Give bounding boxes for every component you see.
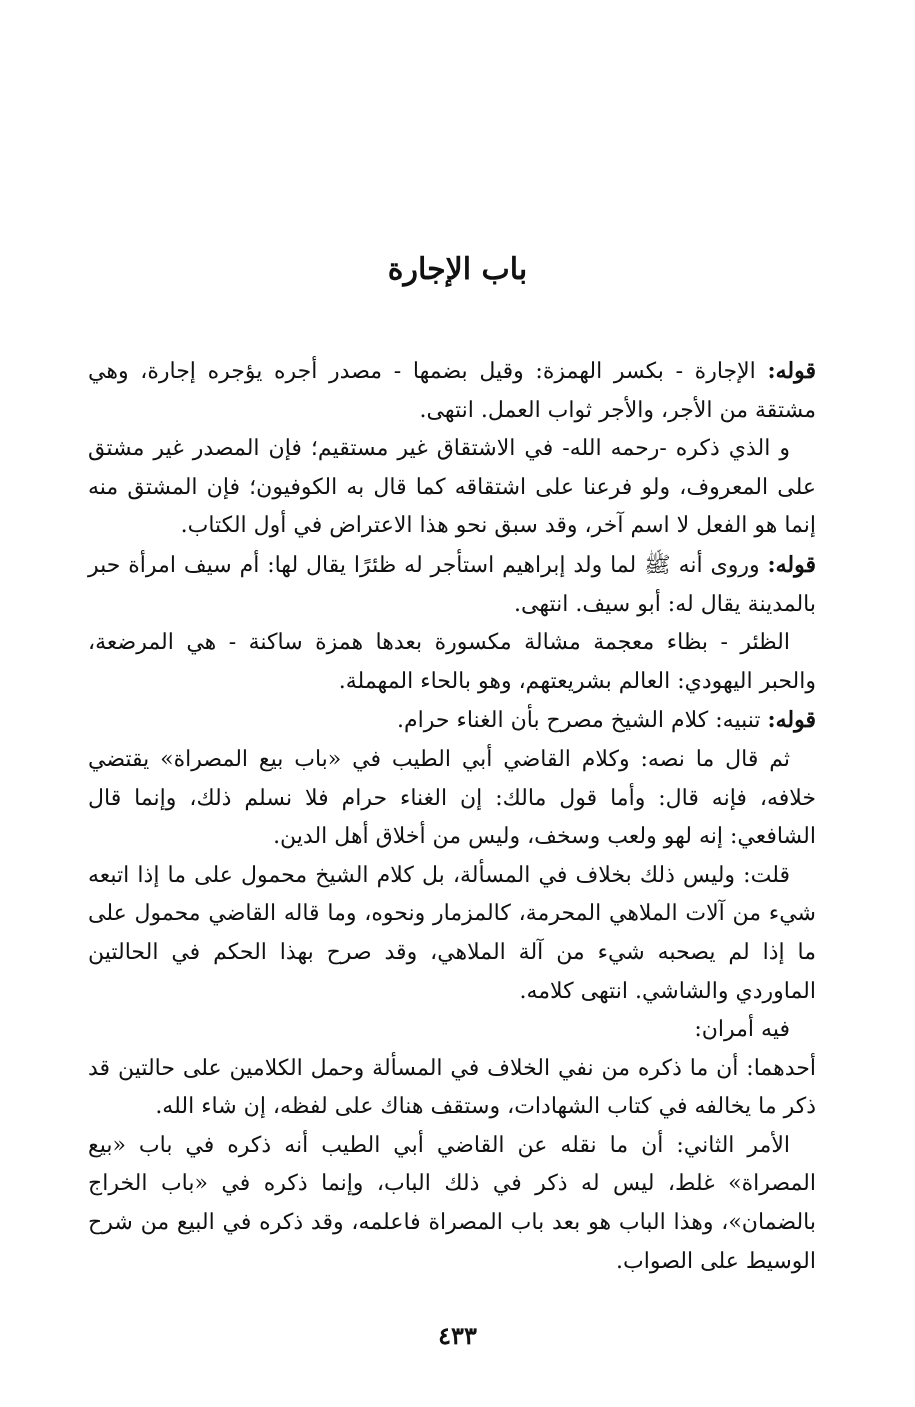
paragraph-2 — [88, 430, 816, 546]
paragraph-label: قوله: — [767, 707, 816, 734]
paragraph-3 — [88, 546, 816, 624]
paragraph-4 — [88, 624, 816, 701]
paragraph-text: وروى أنه ﷺ لما ولد إبراهيم استأجر له ظئرًا يقال لها: أم سيف امرأة حبر بالمدينة يقال له: أبو سيف. انتهى. — [88, 552, 816, 617]
paragraph-5 — [88, 701, 816, 741]
page-number: ٤٣٣ — [438, 1321, 477, 1350]
paragraph-text: و الذي ذكره -رحمه الله- في الاشتقاق غير مستقيم؛ فإن المصدر غير مشتق على المعروف، ولو فرعنا على اشتقاقه كما قال به الكوفيون؛ فإن المشتق منه إنما هو الفعل لا اسم آخر، وقد سبق نحو هذا الاعتراض في أول الكتاب. — [88, 436, 816, 539]
paragraph-text: فيه أمران: — [694, 1017, 790, 1043]
paragraph-text: الأمر الثاني: أن ما نقله عن القاضي أبي الطيب أنه ذكره في باب «بيع المصراة» غلط، ليس له ذكر في ذلك الباب، وإنما ذكره في «باب الخراج بالضمان»، وهذا الباب هو بعد باب المصراة فاعلمه، وقد ذكره في البيع من شرح الوسيط على الصواب. — [88, 1132, 816, 1274]
body-text — [88, 352, 816, 1281]
paragraph-6 — [88, 741, 816, 857]
paragraph-7 — [88, 857, 816, 1011]
paragraph-label: قوله: — [767, 551, 816, 578]
paragraph-text: أحدهما: أن ما ذكره من نفي الخلاف في المسألة وحمل الكلامين على حالتين قد ذكر ما يخالفه في كتاب الشهادات، وستقف هناك على لفظه، إن شاء الله. — [88, 1055, 816, 1120]
paragraph-text: الإجارة - بكسر الهمزة: وقيل بضمها - مصدر أجره يؤجره إجارة، وهي مشتقة من الأجر، والأجر ثواب العمل. انتهى. — [88, 359, 816, 423]
paragraph-text: الظئر - بظاء معجمة مشالة مكسورة بعدها همزة ساكنة - هي المرضعة، والحبر اليهودي: العالم بشريعتهم، وهو بالحاء المهملة. — [88, 630, 816, 694]
paragraph-label: قوله: — [767, 358, 816, 384]
paragraph-9 — [88, 1050, 816, 1127]
paragraph-10 — [88, 1127, 816, 1281]
paragraph-8 — [88, 1011, 816, 1050]
paragraph-text: ثم قال ما نصه: وكلام القاضي أبي الطيب في «باب بيع المصراة» يقتضي خلافه، فإنه قال: وأما قول مالك: إن الغناء حرام فلا نسلم ذلك، وإنما قال الشافعي: إنه لهو ولعب وسخف، وليس من أخلاق أهل الدين. — [88, 746, 816, 850]
paragraph-1 — [88, 352, 816, 430]
chapter-title: باب الإجارة — [387, 252, 528, 287]
paragraph-text: قلت: وليس ذلك بخلاف في المسألة، بل كلام الشيخ محمول على ما إذا اتبعه شيء من آلات الملاهي المحرمة، كالمزمار ونحوه، وما قاله القاضي محمول على ما إذا لم يصحبه شيء من آلة الملاهي، وقد صرح بهذا الحكم في الحالتين الماوردي والشاشي. انتهى كلامه. — [88, 862, 816, 1004]
paragraph-text: تنبيه: كلام الشيخ مصرح بأن الغناء حرام. — [397, 708, 768, 734]
